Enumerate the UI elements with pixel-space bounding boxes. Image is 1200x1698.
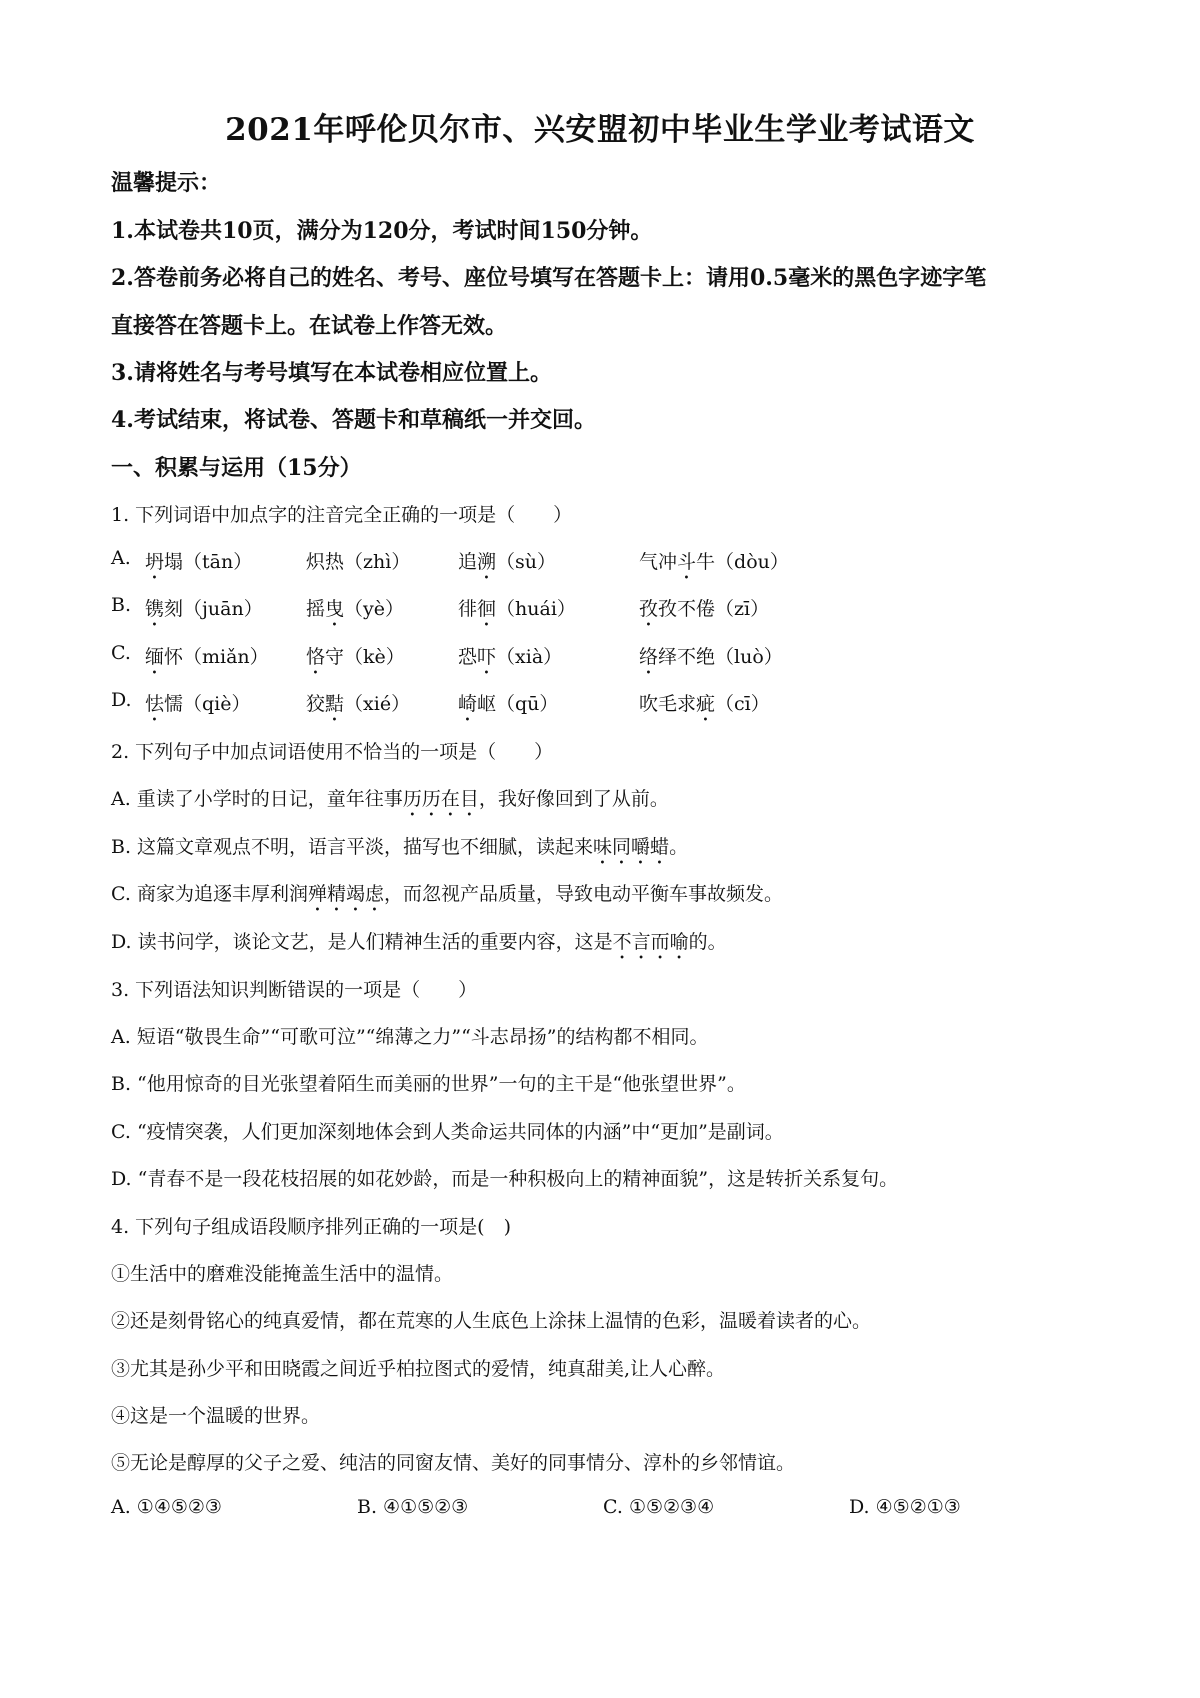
dotted-char: 缅 xyxy=(145,646,165,668)
option-text: ，我好像回到了从前。 xyxy=(478,788,669,810)
item-text: 摇 xyxy=(306,598,326,620)
question-4-option: A. ①④⑤②③ xyxy=(111,1496,222,1518)
option-text: ，而忽视产品质量，导致电动平衡车事故频发。 xyxy=(383,883,783,905)
pinyin-item xyxy=(458,689,558,726)
dotted-char: 镌 xyxy=(145,598,165,620)
option-text: B. 这篇文章观点不明，语言平淡，描写也不细腻，读起来 xyxy=(111,836,594,858)
item-text: （yè） xyxy=(344,598,405,620)
question-4-sentence: ⑤无论是醇厚的父子之爱、纯洁的同窗友情、美好的同事情分、淳朴的乡邻情谊。 xyxy=(111,1452,796,1474)
pinyin-item xyxy=(458,642,562,679)
item-text: 狡 xyxy=(306,693,326,715)
pinyin-item xyxy=(639,547,789,584)
item-text: 塌（tān） xyxy=(164,551,253,573)
dotted-char: 怯 xyxy=(145,693,165,715)
option-text: C. 商家为追逐丰厚利润 xyxy=(111,883,308,905)
option-text: D. 读书问学，谈论文艺，是人们精神生活的重要内容，这是 xyxy=(111,931,613,953)
pinyin-item xyxy=(458,594,576,631)
pinyin-item xyxy=(145,642,269,679)
dotted-phrase: 殚精竭虑 xyxy=(307,883,384,905)
item-text: 气冲 xyxy=(639,551,678,573)
item-text: 绎不绝（luò） xyxy=(658,646,783,668)
question-4-options xyxy=(111,1496,1011,1522)
question-4-option: D. ④⑤②①③ xyxy=(849,1496,961,1518)
question-1-option-row xyxy=(111,547,1011,573)
option-text: A. 重读了小学时的日记，童年往事 xyxy=(111,788,403,810)
dotted-char: 黠 xyxy=(325,693,345,715)
question-4-option: B. ④①⑤②③ xyxy=(357,1496,469,1518)
item-text: 追 xyxy=(458,551,478,573)
tips-heading: 温馨提示： xyxy=(111,170,222,196)
question-3-option: A. 短语“敬畏生命”“可歌可泣”“绵薄之力”“斗志昂扬”的结构都不相同。 xyxy=(111,1026,709,1048)
question-1-option-row xyxy=(111,642,1011,668)
question-3-option: C. “疫情突袭，人们更加深刻地体会到人类命运共同体的内涵”中“更加”是副词。 xyxy=(111,1121,784,1143)
question-1-option-row xyxy=(111,689,1011,715)
question-3-option: B. “他用惊奇的目光张望着陌生而美丽的世界”一句的主干是“他张望世界”。 xyxy=(111,1073,746,1095)
option-label: D. xyxy=(111,689,132,711)
dotted-char: 崎 xyxy=(458,693,478,715)
item-text: （cī） xyxy=(715,693,770,715)
dotted-char: 溯 xyxy=(477,551,497,573)
item-text: （xié） xyxy=(344,693,411,715)
pinyin-item xyxy=(306,547,410,584)
question-4-sentence: ④这是一个温暖的世界。 xyxy=(111,1405,321,1427)
pinyin-item xyxy=(306,594,404,631)
option-text: 的。 xyxy=(688,931,727,953)
dotted-char: 络 xyxy=(639,646,659,668)
item-text: 怀（miǎn） xyxy=(164,646,269,668)
pinyin-item xyxy=(639,689,770,726)
pinyin-item xyxy=(145,594,263,631)
item-text: 吹毛求 xyxy=(639,693,697,715)
pinyin-item xyxy=(145,547,252,584)
question-3-stem: 3. 下列语法知识判断错误的一项是（ ） xyxy=(111,979,478,1001)
item-text: （xià） xyxy=(496,646,563,668)
question-2-option xyxy=(111,832,688,869)
question-2-stem: 2. 下列句子中加点词语使用不恰当的一项是（ ） xyxy=(111,741,554,763)
question-3-option: D. “青春不是一段花枝招展的如花妙龄，而是一种积极向上的精神面貌”，这是转折关系复句。 xyxy=(111,1168,899,1190)
question-4-sentence: ③尤其是孙少平和田晓霞之间近乎柏拉图式的爱情，纯真甜美,让人心醉。 xyxy=(111,1358,726,1380)
item-text: 炽 xyxy=(306,551,326,573)
question-2-option xyxy=(111,784,669,821)
item-text: 刻（juān） xyxy=(164,598,263,620)
dotted-phrase: 历历在目 xyxy=(402,788,479,810)
item-text: （sù） xyxy=(496,551,557,573)
item-text: 懦（qiè） xyxy=(164,693,251,715)
tip-item: 3.请将姓名与考号填写在本试卷相应位置上。 xyxy=(111,360,552,386)
pinyin-item xyxy=(639,642,783,679)
section-heading: 一、积累与运用（15分） xyxy=(111,455,362,481)
question-4-sentence: ①生活中的磨难没能掩盖生活中的温情。 xyxy=(111,1263,454,1285)
question-1-stem: 1. 下列词语中加点字的注音完全正确的一项是（ ） xyxy=(111,504,573,526)
pinyin-item xyxy=(306,642,405,679)
option-label: B. xyxy=(111,594,132,616)
dotted-char: 坍 xyxy=(145,551,165,573)
dotted-char: 斗 xyxy=(677,551,697,573)
question-2-option xyxy=(111,927,727,964)
question-1-option-row xyxy=(111,594,1011,620)
dotted-char: 疵 xyxy=(696,693,716,715)
item-text: 岖（qū） xyxy=(477,693,559,715)
item-text: 徘 xyxy=(458,598,478,620)
question-2-option xyxy=(111,879,783,916)
pinyin-item xyxy=(458,547,556,584)
dotted-char: 徊 xyxy=(477,598,497,620)
pinyin-item xyxy=(145,689,251,726)
dotted-char: 吓 xyxy=(477,646,497,668)
dotted-phrase: 不言而喻 xyxy=(612,931,689,953)
option-text: 。 xyxy=(669,836,689,858)
item-text: 牛（dòu） xyxy=(696,551,789,573)
dotted-char: 孜 xyxy=(639,598,659,620)
dotted-char: 恪 xyxy=(306,646,326,668)
tip-item: 4.考试结束，将试卷、答题卡和草稿纸一并交回。 xyxy=(111,407,596,433)
pinyin-item xyxy=(306,689,410,726)
item-text: 孜不倦（zī） xyxy=(658,598,770,620)
question-4-sentence: ②还是刻骨铭心的纯真爱情，都在荒寒的人生底色上涂抹上温情的色彩，温暖着读者的心。 xyxy=(111,1310,872,1332)
item-text: 热（zhì） xyxy=(325,551,411,573)
question-4-option: C. ①⑤②③④ xyxy=(603,1496,715,1518)
question-4-stem: 4. 下列句子组成语段顺序排列正确的一项是( ) xyxy=(111,1216,511,1238)
tip-item: 2.答卷前务必将自己的姓名、考号、座位号填写在答题卡上：请用0.5毫米的黑色字迹字笔 xyxy=(111,265,987,291)
option-label: A. xyxy=(111,547,131,569)
item-text: （huái） xyxy=(496,598,576,620)
tip-item: 直接答在答题卡上。在试卷上作答无效。 xyxy=(111,313,508,339)
pinyin-item xyxy=(639,594,769,631)
option-label: C. xyxy=(111,642,131,664)
tip-item: 1.本试卷共10页，满分为120分，考试时间150分钟。 xyxy=(111,218,653,244)
dotted-char: 曳 xyxy=(325,598,345,620)
dotted-phrase: 味同嚼蜡 xyxy=(593,836,670,858)
item-text: 恐 xyxy=(458,646,478,668)
item-text: 守（kè） xyxy=(325,646,405,668)
page-title: 2021年呼伦贝尔市、兴安盟初中毕业生学业考试语文 xyxy=(225,112,975,148)
